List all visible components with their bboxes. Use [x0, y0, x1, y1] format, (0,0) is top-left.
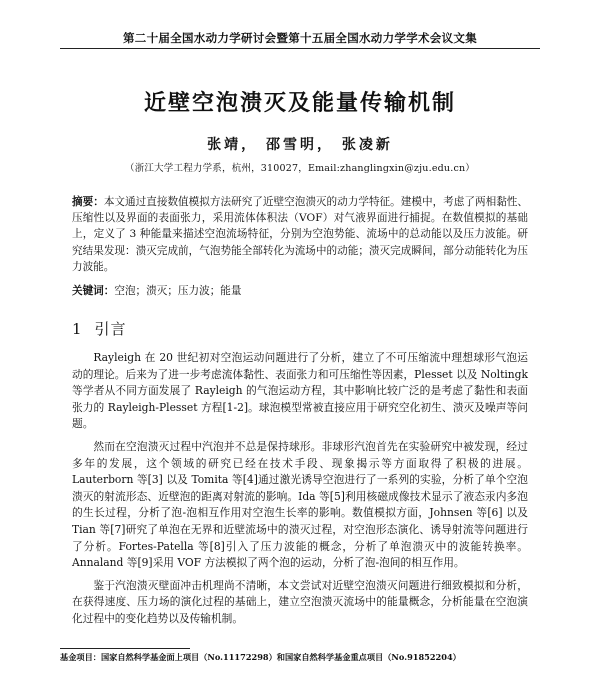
paragraph: 然而在空泡溃灭过程中汽泡并不总是保持球形。非球形汽泡首先在实验研究中被发现，经过多年的发展，这个领域的研究已经在技术手段、现象揭示等方面取得了积极的进展。Lauterborn 等[3] 以及 Tomita 等[4]通过激光诱导空泡进行了一系列的实验，分析了单个空泡溃灭的射流形态、近壁泡的距离对射流的影响。Ida 等[5]利用核磁成像技术显示了液态汞内多泡的生长过程，分析了泡-泡相互作用对空泡生长率的影响。数值模拟方面，Johnsen 等[6] 以及 Tian 等[7]研究了单泡在无界和近壁流场中的溃灭过程，对空泡形态演化、诱导射流等问题进行了分析。Fortes-Patella 等[8]引入了压力波能的概念，分析了单泡溃灭中的波能转换率。Annaland 等[9]采用 VOF 方法模拟了两个泡的运动，分析了泡-泡间的相互作用。 [72, 439, 528, 570]
section-heading [72, 318, 127, 339]
body-text [72, 350, 528, 634]
running-head: 第二十届全国水动力学研讨会暨第十五届全国水动力学学术会议文集 [123, 31, 477, 45]
abstract [72, 194, 528, 275]
footnote-rule [60, 648, 190, 649]
section-number: 1 [72, 320, 83, 338]
footnote: 基金项目：国家自然科学基金面上项目（No.11172298）和国家自然科学基金重点项目（No.91852204） [60, 652, 461, 662]
keywords [72, 283, 528, 299]
abstract-label: 摘要： [72, 196, 104, 208]
authors: 张靖， 邵雪明， 张凌新 [207, 137, 393, 153]
section-title: 引言 [94, 320, 127, 338]
affiliation: （浙江大学工程力学系，杭州，310027，Email:zhanglingxin@zju.edu.cn） [125, 163, 475, 174]
paragraph: Rayleigh 在 20 世纪初对空泡运动问题进行了分析，建立了不可压缩流中理想球形气泡运动的理论。后来为了进一步考虑流体黏性、表面张力和可压缩性等因素，Plesset 以及 Noltingk 等学者从不同方面发展了 Rayleigh 的气泡运动方程，其中影响比较广泛的是考虑了黏性和表面张力的 Rayleigh-Plesset 方程[1-2]。球泡模型常被直接应用于研究空化初生、溃灭及噪声等问题。 [72, 351, 528, 431]
paragraph: 鉴于汽泡溃灭壁面冲击机理尚不清晰，本文尝试对近壁空泡溃灭问题进行细致模拟和分析，在获得速度、压力场的演化过程的基础上，建立空泡溃灭流场中的能量概念，分析能量在空泡演化过程中的变化趋势以及传输机制。 [72, 578, 528, 625]
header-rule [60, 48, 540, 49]
keywords-text: 空泡；溃灭；压力波；能量 [114, 285, 242, 297]
keywords-label: 关键词： [72, 285, 115, 297]
abstract-text: 本文通过直接数值模拟方法研究了近壁空泡溃灭的动力学特征。建模中，考虑了两相黏性、压缩性以及界面的表面张力，采用流体体积法（VOF）对气液界面进行捕捉。在数值模拟的基础上，定义了 3 种能量来描述空泡流场特征，分别为空泡势能、流场中的总动能以及压力波能。研究结果发现：溃灭完成前，气泡势能全部转化为流场中的动能；溃灭完成瞬间，部分动能转化为压力波能。 [72, 196, 529, 273]
paper-title: 近壁空泡溃灭及能量传输机制 [143, 90, 456, 116]
